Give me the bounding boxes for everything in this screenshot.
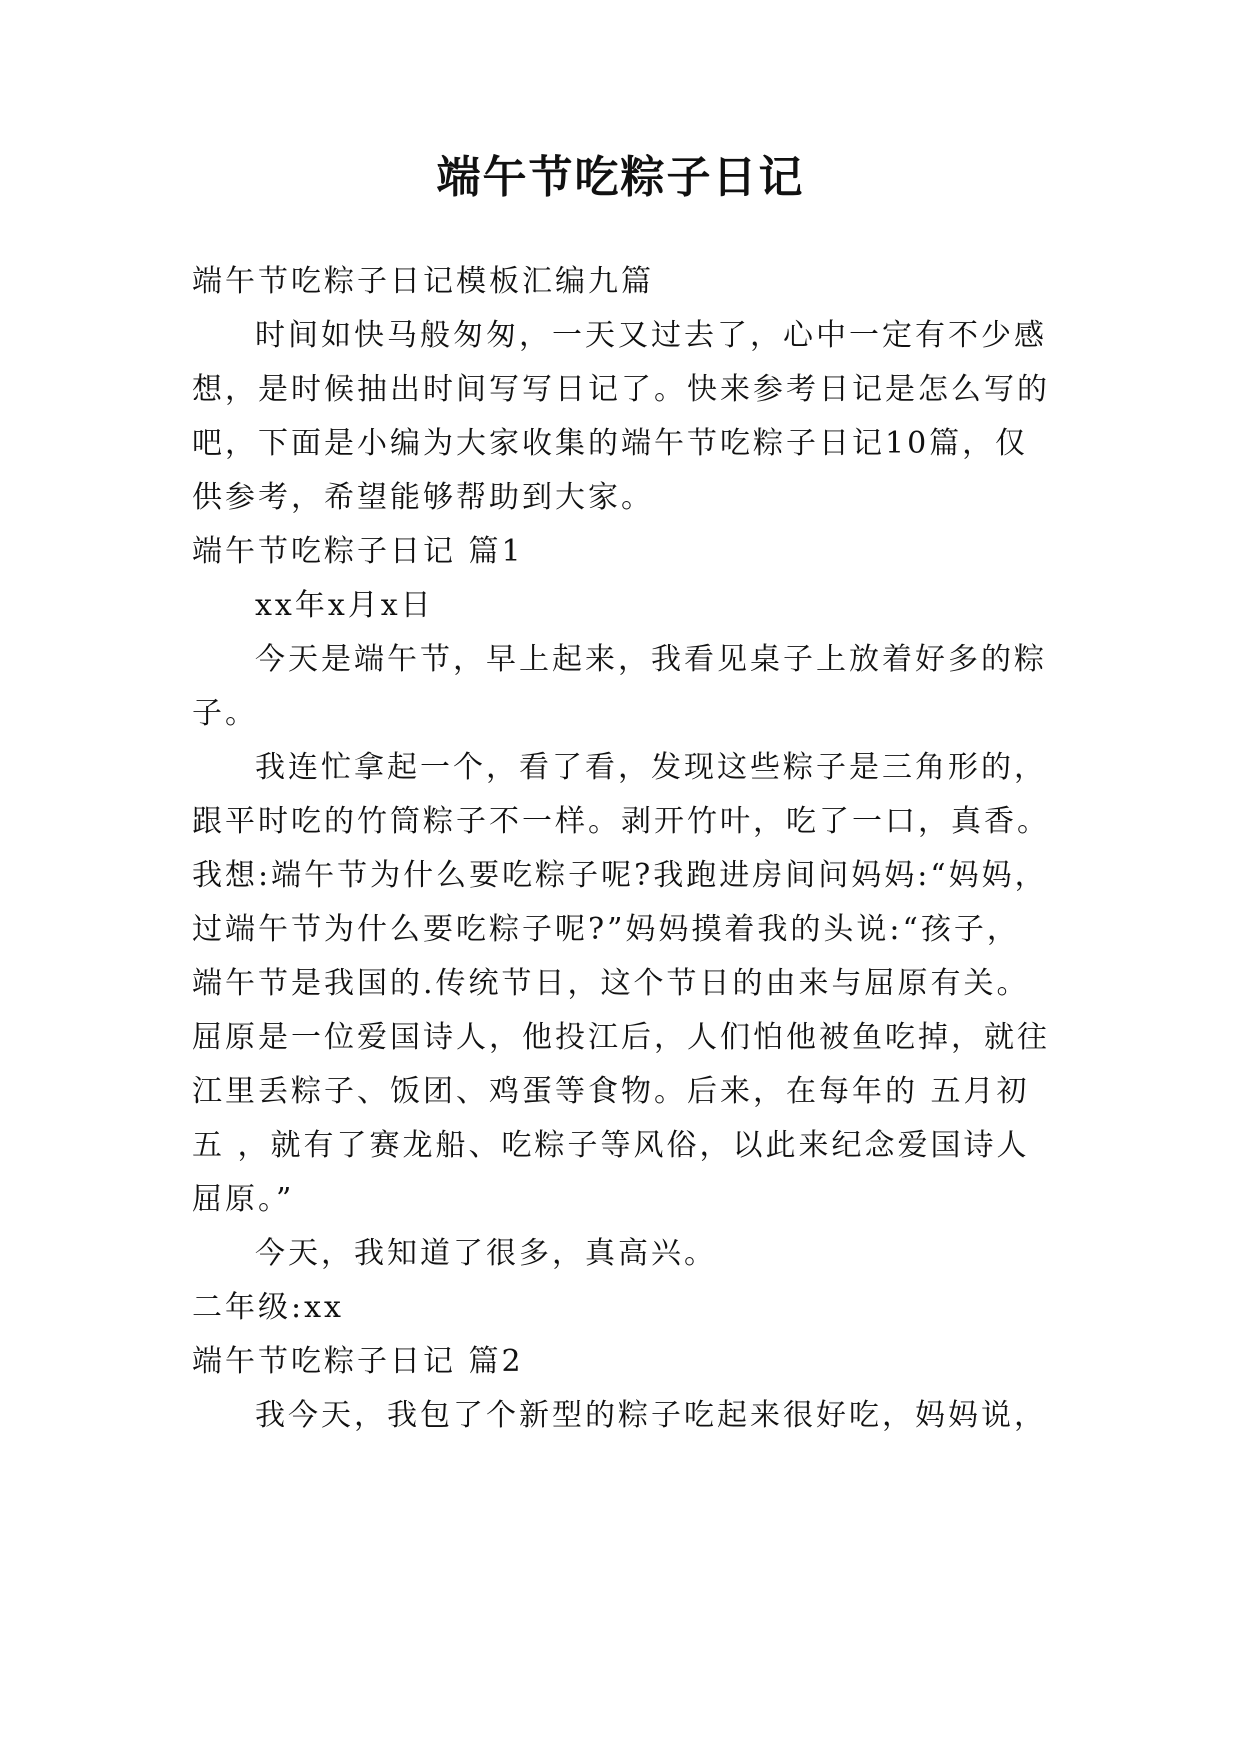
section-heading: 端午节吃粽子日记 篇2: [192, 1344, 524, 1379]
paragraph-line: 供参考，希望能够帮助到大家。: [192, 480, 654, 515]
paragraph-line: 吧，下面是小编为大家收集的端午节吃粽子日记10篇，仅: [192, 426, 1029, 461]
paragraph-line: 时间如快马般匆匆，一天又过去了，心中一定有不少感: [255, 318, 1047, 353]
paragraph-line: 我今天，我包了个新型的粽子吃起来很好吃，妈妈说，: [255, 1398, 1047, 1433]
signature-line: 二年级:xx: [192, 1290, 344, 1325]
paragraph-line: 今天，我知道了很多，真高兴。: [255, 1236, 717, 1271]
paragraph-line: 屈原。”: [192, 1182, 295, 1217]
paragraph-line: 屈原是一位爱国诗人，他投江后，人们怕他被鱼吃掉，就往: [192, 1020, 1050, 1055]
paragraph-line: 过端午节为什么要吃粽子呢?”妈妈摸着我的头说:“孩子，: [192, 912, 1020, 947]
paragraph-line: 跟平时吃的竹筒粽子不一样。剥开竹叶，吃了一口，真香。: [192, 804, 1050, 839]
document-title: 端午节吃粽子日记: [436, 152, 805, 203]
paragraph-line: 今天是端午节，早上起来，我看见桌子上放着好多的粽: [255, 642, 1047, 677]
section-heading: 端午节吃粽子日记 篇1: [192, 534, 524, 569]
paragraph-line: 我想:端午节为什么要吃粽子呢?我跑进房间问妈妈:“妈妈，: [192, 858, 1048, 893]
date-line: xx年x月x日: [255, 588, 434, 623]
paragraph-line: 我连忙拿起一个，看了看，发现这些粽子是三角形的，: [255, 750, 1047, 785]
paragraph-line: 子。: [192, 696, 258, 731]
paragraph-line: 想，是时候抽出时间写写日记了。快来参考日记是怎么写的: [192, 372, 1050, 407]
paragraph-line: 端午节是我国的.传统节日，这个节日的由来与屈原有关。: [192, 966, 1030, 1001]
paragraph-line: 五 ，就有了赛龙船、吃粽子等风俗，以此来纪念爱国诗人: [192, 1128, 1030, 1163]
paragraph-line: 江里丢粽子、饭团、鸡蛋等食物。后来，在每年的 五月初: [192, 1074, 1030, 1109]
subtitle-line: 端午节吃粽子日记模板汇编九篇: [192, 264, 654, 299]
